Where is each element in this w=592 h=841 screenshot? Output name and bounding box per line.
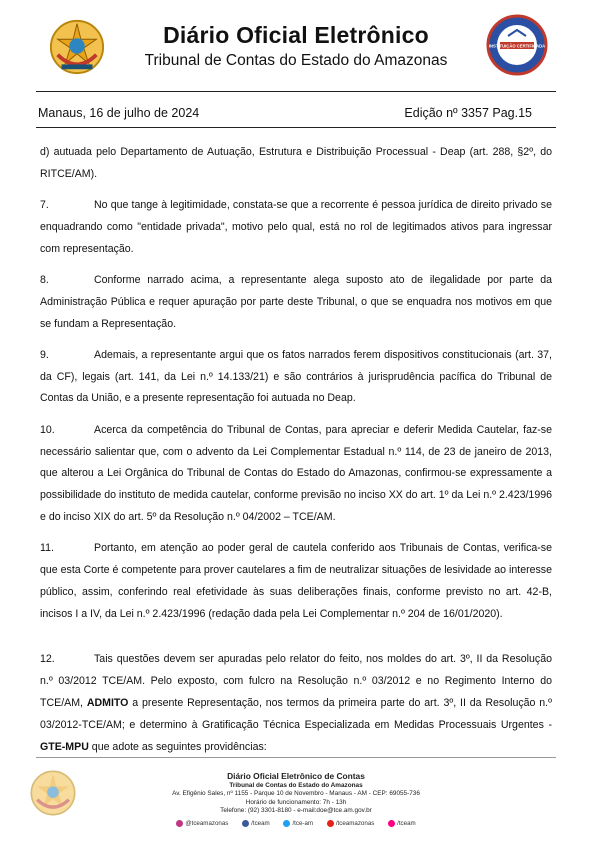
paragraph-12: 12. Tais questões devem ser apuradas pelo relator do feito, nos moldes do art. 3º, II da Resolução n.º 03/2012 TCE/AM. Pelo exposto, com fulcro na Resolução n.º 03/2012 e no Regimento Interno do TCE/AM, ADMITO a presente Representação, nos termos da primeira parte do art. 3º, II da Resolução n.º 03/2012-TCE/AM; e determino à Gratificação Técnica Especializada em Medidas Processuais Urgentes - GTE-MPU que adote as seguintes providências: (40, 653, 552, 753)
page-header (0, 0, 592, 90)
instagram-icon (176, 820, 183, 827)
flickr-icon (388, 820, 395, 827)
document-body (40, 142, 552, 768)
youtube-link[interactable]: /tceamazonas (327, 820, 375, 827)
edition-page: Edição nº 3357 Pag.15 (404, 106, 532, 120)
facebook-icon (242, 820, 249, 827)
twitter-icon (283, 820, 290, 827)
place-date: Manaus, 16 de julho de 2024 (38, 106, 200, 120)
paragraph-7: 7. No que tange à legitimidade, constata-se que a recorrente é pessoa jurídica de direito privado se enquadrando como "entidade privada", motivo pelo qual, está no rol de legitimados ativos para ingressar com representação. (40, 199, 552, 255)
social-links (0, 820, 592, 827)
paragraph-8: 8. Conforme narrado acima, a representante alega suposto ato de ilegalidade por parte da Administração Pública e requer apuração por parte deste Tribunal, o que se enquadra nos motivos em que se fundam a Representação. (40, 273, 552, 330)
instagram-link[interactable]: @tceamazonas (176, 820, 228, 827)
twitter-link[interactable]: /tce-am (283, 820, 313, 827)
paragraph-11: 11. Portanto, em atenção ao poder geral de cautela conferido aos Tribunais de Contas, verifica-se que esta Corte é competente para prover cautelares a fim de neutralizar situações de lesividade ao interesse público, assim, conferindo real efetividade às suas deliberações finais, conforme previsto no art. 42-B, incisos I a IV, da Lei n.º 2.423/1996 (redação dada pela Lei Complementar n.º 204 de 16/01/2020). (40, 542, 552, 620)
page-footer: Diário Oficial Eletrônico de Contas Tribunal de Contas do Estado do Amazonas Av. Efigênio Sales, nº 1155 - Parque 10 de Novembro - Manaus - AM - CEP: 69055-736 Horário de funcionamento: 7h - 13h Telefone: (92) 3301-8180 - e-mail:doe@tce.am.gov.br (172, 771, 420, 815)
certified-institution-seal-icon (486, 14, 548, 76)
header-divider (36, 91, 556, 92)
paragraph-9: 9. Ademais, a representante argui que os fatos narrados ferem dispositivos constitucionais (art. 37, da CF), legais (art. 141, da Lei n.º 14.133/21) e são contrários à jurisprudência pacífica do Tribunal de Contas da União, e a presente representação foi autuada no Deap. (40, 348, 552, 405)
facebook-link[interactable]: /tceam (242, 820, 270, 827)
paragraph-10: 10. Acerca da competência do Tribunal de Contas, para apreciar e deferir Medida Cautelar, faz-se necessário salientar que, com o advento da Lei Complementar Estadual n.º 114, de 23 de janeiro de 2013, que alterou a Lei Orgânica do Tribunal de Contas do Estado do Amazonas, confirmou-se expressamente a possibilidade do instituto de medida cautelar, conforme previsão no inciso XX do art. 1º da Lei n.º 2.423/1996 e do inciso XIX do art. 5º da Resolução n.º 04/2002 – TCE/AM. (40, 423, 552, 523)
youtube-icon (327, 820, 334, 827)
footer-divider (36, 757, 556, 758)
page-title: Diário Oficial Eletrônico (163, 22, 429, 48)
meta-divider (36, 127, 556, 128)
flickr-link[interactable]: /tceam (388, 820, 416, 827)
paragraph-d: d) autuada pelo Departamento de Autuação, Estrutura e Distribuição Processual - Deap (art. 288, §2º, do RITCE/AM). (40, 146, 552, 180)
seal-text: INSTITUIÇÃO CERTIFICADA (488, 43, 546, 49)
page-subtitle: Tribunal de Contas do Estado do Amazonas (144, 52, 448, 69)
